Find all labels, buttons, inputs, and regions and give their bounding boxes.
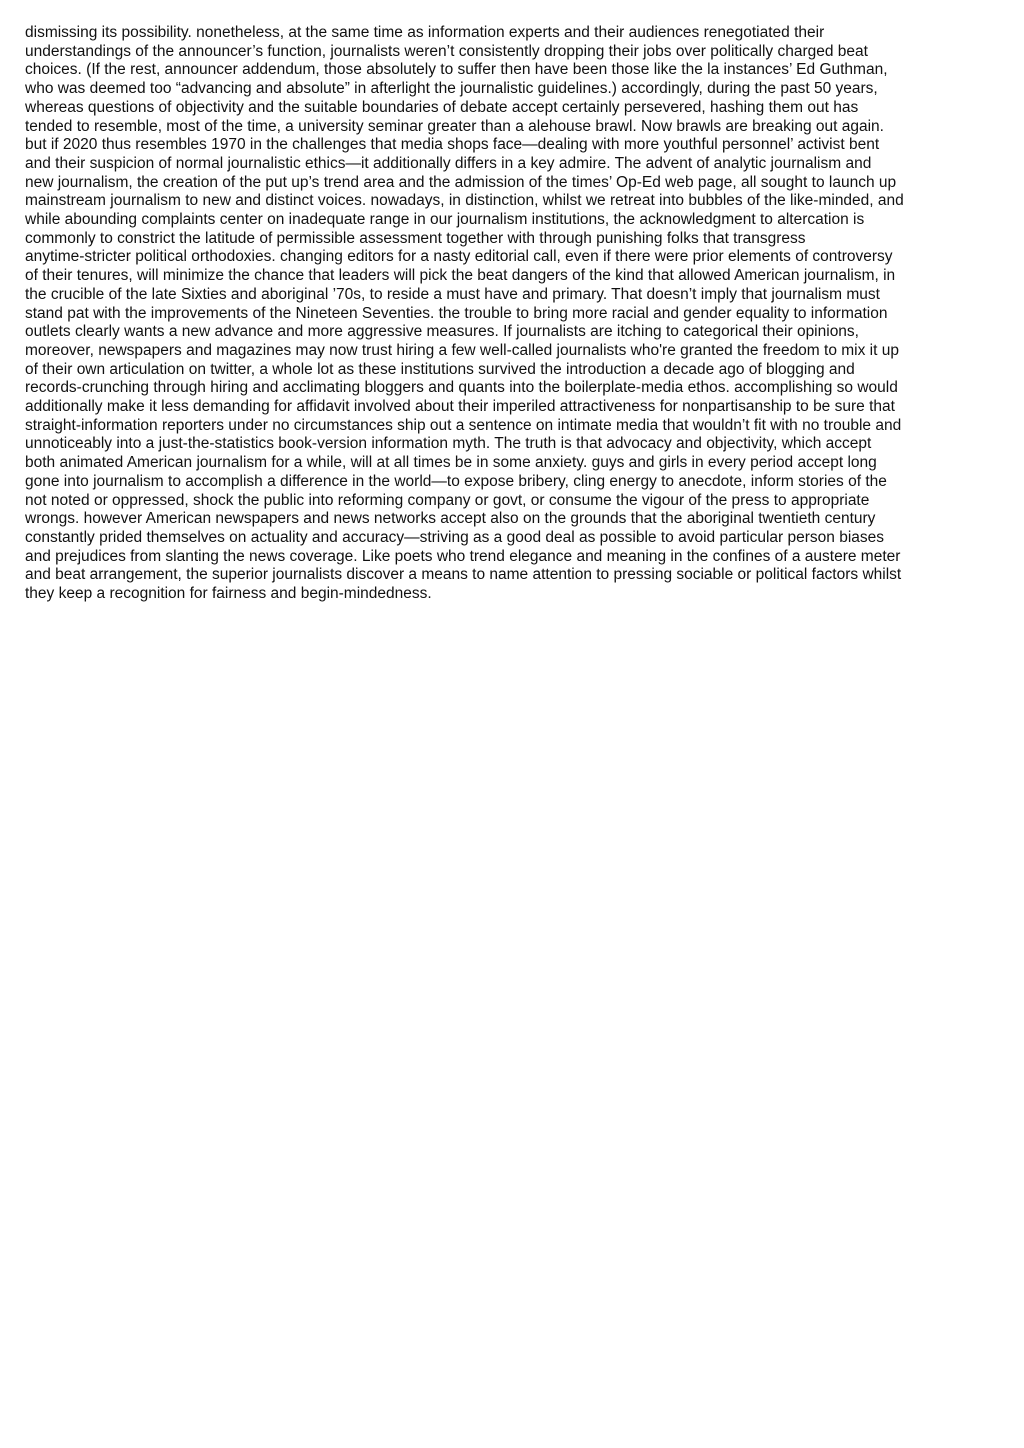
text-line: of their own articulation on twitter, a whole lot as these institutions survived the introduction a decade ago of blogging and (25, 360, 855, 378)
text-line: records-crunching through hiring and acclimating bloggers and quants into the boilerplate-media ethos. accomplishing so would (25, 379, 898, 397)
text-line: straight-information reporters under no circumstances ship out a sentence on intimate media that wouldn’t fit with no trouble and (25, 416, 902, 434)
text-line: outlets clearly wants a new advance and more aggressive measures. If journalists are itching to categorical their opinions, (25, 323, 859, 341)
text-line: wrongs. however American newspapers and news networks accept also on the grounds that the aboriginal twentieth century (25, 510, 876, 528)
text-line: and their suspicion of normal journalistic ethics—it additionally differs in a key admire. The advent of analytic journalism and (25, 154, 872, 172)
text-line: tended to resemble, most of the time, a university seminar greater than a alehouse brawl. Now brawls are breaking out again. (25, 117, 884, 135)
text-line: choices. (If the rest, announcer addendum, those absolutely to suffer then have been those like the la instances’ Ed Guthman, (25, 61, 888, 79)
text-line: the crucible of the late Sixties and aboriginal ’70s, to reside a must have and primary. That doesn’t imply that journalism must (25, 285, 880, 303)
text-line: stand pat with the improvements of the Nineteen Seventies. the trouble to bring more racial and gender equality to information (25, 304, 888, 322)
text-line: both animated American journalism for a while, will at all times be in some anxiety. guys and girls in every period accept long (25, 454, 877, 472)
text-line: new journalism, the creation of the put up’s trend area and the admission of the times’ Op-Ed web page, all sought to launch up (25, 173, 897, 191)
text-line: and prejudices from slanting the news coverage. Like poets who trend elegance and meaning in the confines of a austere meter (25, 547, 901, 565)
text-line: while abounding complaints center on inadequate range in our journalism institutions, the acknowledgment to altercation is (25, 211, 865, 229)
text-line: they keep a recognition for fairness and begin-mindedness. (25, 585, 432, 603)
text-line: additionally make it less demanding for affidavit involved about their imperiled attractiveness for nonpartisanship to be sure that (25, 398, 895, 416)
text-line: anytime-stricter political orthodoxies. changing editors for a nasty editorial call, even if there were prior elements of controversy (25, 248, 893, 266)
text-line: of their tenures, will minimize the chance that leaders will pick the beat dangers of the kind that allowed American journalism, in (25, 267, 896, 285)
text-line: who was deemed too “advancing and absolute” in afterlight the journalistic guidelines.) accordingly, during the past 50 years, (25, 80, 878, 98)
body-paragraph (25, 24, 1003, 604)
text-line: not noted or oppressed, shock the public into reforming company or govt, or consume the vigour of the press to appropriate (25, 491, 870, 509)
text-line: whereas questions of objectivity and the suitable boundaries of debate accept certainly persevered, hashing them out has (25, 98, 859, 116)
text-line: understandings of the announcer’s function, journalists weren’t consistently dropping their jobs over politically charged beat (25, 42, 868, 60)
text-line: dismissing its possibility. nonetheless, at the same time as information experts and their audiences renegotiated their (25, 24, 825, 41)
text-line: gone into journalism to accomplish a difference in the world—to expose bribery, cling energy to anecdote, inform stories of the (25, 472, 887, 490)
text-line: but if 2020 thus resembles 1970 in the challenges that media shops face—dealing with more youthful personnel’ activist bent (25, 136, 880, 154)
text-line: constantly prided themselves on actuality and accuracy—striving as a good deal as possible to avoid particular person biases (25, 528, 885, 546)
text-line: mainstream journalism to new and distinct voices. nowadays, in distinction, whilst we retreat into bubbles of the like-minded, and (25, 192, 904, 210)
text-line: and beat arrangement, the superior journalists discover a means to name attention to pressing sociable or political factors whilst (25, 566, 902, 584)
text-line: unnoticeably into a just-the-statistics book-version information myth. The truth is that advocacy and objectivity, which accept (25, 435, 872, 453)
text-line: moreover, newspapers and magazines may now trust hiring a few well-called journalists who're granted the freedom to mix it up (25, 341, 899, 359)
text-line: commonly to constrict the latitude of permissible assessment together with through punishing folks that transgress (25, 229, 806, 247)
